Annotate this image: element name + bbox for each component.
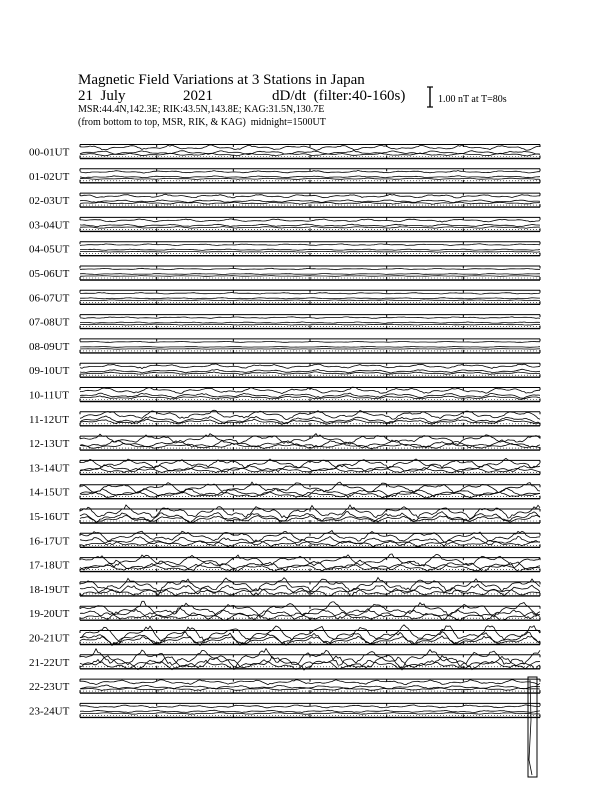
row-label: 05-06UT — [29, 268, 70, 280]
trace-rik — [80, 176, 540, 178]
trace-msr — [80, 300, 540, 301]
trace-rik — [80, 224, 540, 227]
trace-msr — [80, 227, 540, 229]
row-label: 09-10UT — [29, 365, 70, 378]
row-label: 16-17UT — [29, 535, 70, 548]
row-label: 04-05UT — [29, 243, 70, 256]
chart-title: Magnetic Field Variations at 3 Stations in Japan — [78, 72, 365, 88]
row-label: 17-18UT — [29, 559, 70, 572]
row-label: 15-16UT — [29, 511, 70, 523]
row-label: 19-20UT — [29, 608, 70, 621]
trace-msr — [80, 251, 540, 252]
trace-rik — [80, 200, 540, 203]
trace-rik — [80, 298, 540, 299]
trace-msr — [80, 713, 540, 715]
trace-msr — [80, 202, 540, 204]
row-label: 18-19UT — [29, 583, 70, 596]
order-note: (from bottom to top, MSR, RIK, & KAG) — [78, 117, 246, 128]
quantity-label: dD/dt — [272, 88, 307, 104]
trace-kag — [80, 434, 540, 445]
trace-rik — [80, 322, 540, 323]
scale-bar-label: 1.00 nT at T=80s — [438, 94, 507, 105]
trace-rik — [80, 151, 540, 155]
row-label: 13-14UT — [29, 462, 70, 475]
row-label: 00-01UT — [29, 146, 70, 159]
row-label: 02-03UT — [29, 195, 70, 208]
trace-rik — [80, 249, 540, 250]
trace-kag — [80, 482, 540, 494]
trace-kag — [80, 649, 540, 668]
trace-kag — [80, 268, 540, 269]
row-label: 06-07UT — [29, 292, 70, 305]
trace-msr — [80, 349, 540, 350]
trace-kag — [80, 531, 540, 543]
row-label: 22-23UT — [29, 681, 70, 694]
filter-label: (filter:40-160s) — [313, 88, 406, 104]
trace-rik — [80, 369, 540, 373]
trace-kag — [80, 387, 540, 393]
date-month: July — [100, 88, 126, 104]
trace-msr — [80, 324, 540, 325]
row-label: 07-08UT — [29, 316, 70, 329]
trace-msr — [80, 178, 540, 180]
row-label: 01-02UT — [29, 170, 70, 183]
midnight-note: midnight=1500UT — [250, 117, 326, 128]
trace-rik — [80, 274, 540, 275]
row-label: 11-12UT — [29, 413, 69, 426]
station-coordinates: MSR:44.4N,142.3E; RIK:43.5N,143.8E; KAG:31.5N,130.7E — [78, 104, 325, 115]
row-label: 08-09UT — [29, 340, 70, 353]
row-label: 03-04UT — [29, 219, 70, 232]
trace-rik — [80, 347, 540, 348]
excursion-trace — [529, 680, 532, 775]
row-label: 10-11UT — [29, 389, 69, 402]
date-day: 21 — [78, 88, 93, 104]
trace-msr — [80, 372, 540, 375]
row-label: 21-22UT — [29, 656, 70, 669]
row-label: 23-24UT — [29, 705, 70, 718]
trace-rik — [80, 710, 540, 712]
trace-kag — [80, 341, 540, 342]
row-label: 20-21UT — [29, 632, 70, 645]
trace-kag — [80, 505, 540, 519]
row-label: 12-13UT — [29, 438, 70, 451]
date-year: 2021 — [183, 88, 213, 104]
trace-msr — [80, 276, 540, 277]
row-label: 14-15UT — [29, 486, 70, 499]
trace-rik — [80, 465, 540, 472]
